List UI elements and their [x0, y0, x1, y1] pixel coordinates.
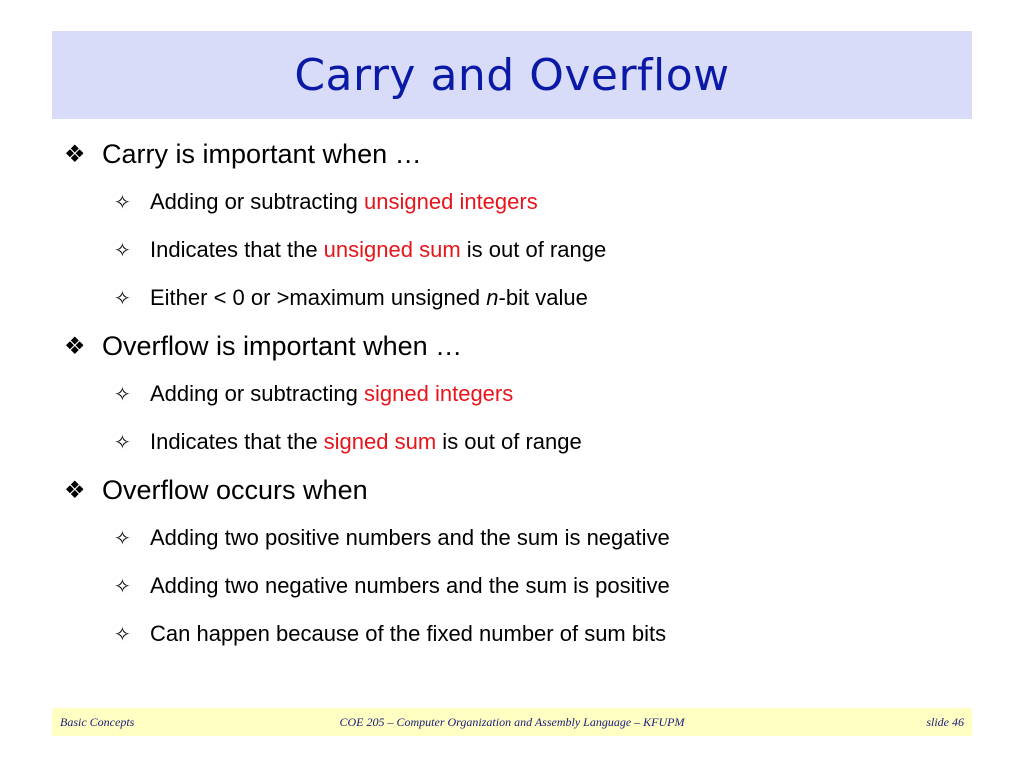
- diamond-four-icon: ❖: [64, 332, 86, 360]
- bullet-text: Adding two negative numbers and the sum is positive: [150, 573, 670, 598]
- star-outline-icon: ✧: [114, 431, 131, 454]
- bullet-text: Indicates that the unsigned sum is out of range: [150, 237, 607, 262]
- bullet-level2: [62, 514, 982, 562]
- star-outline-icon: ✧: [114, 527, 131, 550]
- footer-slide-number: slide 46: [926, 714, 964, 729]
- slide-title: Carry and Overflow: [294, 49, 730, 101]
- highlight-text: signed sum: [323, 429, 437, 454]
- highlight-text: unsigned integers: [364, 189, 538, 214]
- bullet-level2: [62, 370, 982, 418]
- highlight-text: signed integers: [364, 381, 514, 406]
- italic-text: n: [486, 285, 499, 310]
- footer-section: Basic Concepts: [60, 714, 135, 729]
- bullet-level2: [62, 226, 982, 274]
- bullet-text: Adding or subtracting unsigned integers: [150, 189, 538, 214]
- slide-content: [62, 130, 982, 658]
- star-outline-icon: ✧: [114, 383, 131, 406]
- bullet-text: Adding or subtracting signed integers: [150, 381, 514, 406]
- bullet-level1: [62, 466, 982, 514]
- diamond-four-icon: ❖: [64, 140, 86, 168]
- highlight-text: unsigned sum: [323, 237, 461, 262]
- star-outline-icon: ✧: [114, 623, 131, 646]
- title-bar: [52, 31, 972, 119]
- star-outline-icon: ✧: [114, 287, 131, 310]
- footer-bar: [52, 708, 972, 736]
- bullet-level2: [62, 274, 982, 322]
- bullet-text: Indicates that the signed sum is out of range: [150, 429, 582, 454]
- diamond-four-icon: ❖: [64, 476, 86, 504]
- bullet-text: Overflow is important when …: [102, 330, 463, 361]
- bullet-level2: [62, 418, 982, 466]
- bullet-level2: [62, 178, 982, 226]
- bullet-text: Carry is important when …: [102, 138, 422, 169]
- bullet-level1: [62, 130, 982, 178]
- star-outline-icon: ✧: [114, 191, 131, 214]
- star-outline-icon: ✧: [114, 575, 131, 598]
- bullet-text: Either < 0 or >maximum unsigned n-bit value: [150, 285, 588, 310]
- bullet-text: Can happen because of the fixed number of sum bits: [150, 621, 667, 646]
- footer-course: COE 205 – Computer Organization and Assembly Language – KFUPM: [339, 714, 685, 729]
- bullet-text: Adding two positive numbers and the sum is negative: [150, 525, 670, 550]
- bullet-level2: [62, 562, 982, 610]
- bullet-level2: [62, 610, 982, 658]
- star-outline-icon: ✧: [114, 239, 131, 262]
- bullet-text: Overflow occurs when: [102, 474, 368, 505]
- bullet-level1: [62, 322, 982, 370]
